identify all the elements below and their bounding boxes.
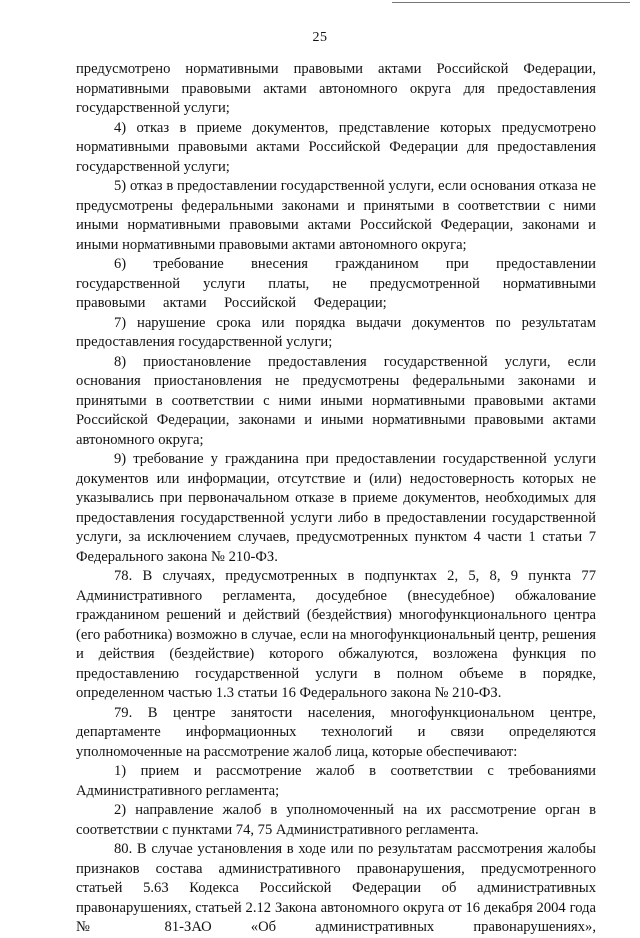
paragraph-item-4: 4) отказ в приеме документов, представление которых предусмотрено нормативными правовыми актами Российской Федерации для предоставления государственной услуги; (76, 119, 596, 175)
paragraph-item-9: 9) требование у гражданина при предоставлении государственной услуги документов или информации, отсутствие и (или) недостоверность которых не указывались при первоначальном отказе в приеме документов, необходимых для предоставления государственной услуги либо в предоставлении государственной услуги, за исключением случаев, предусмотренных пунктом 4 части 1 статьи 7 Федерального закона № 210-ФЗ. (76, 451, 596, 565)
paragraph-item-8: 8) приостановление предоставления государственной услуги, если основания приостановления не предусмотрены федеральными законами и принятыми в соответствии с ними иными нормативными правовыми актами Российской Федерации, законами и иными нормативными правовыми актами автономного округа; (76, 353, 596, 448)
top-rule (392, 2, 630, 3)
paragraph-clause-79: 79. В центре занятости населения, многофункциональном центре, департаменте информационных технологий и связи определяются уполномоченные на рассмотрение жалоб лица, которые обеспечивают: (76, 704, 596, 760)
paragraph-item-6: 6) требование внесения гражданином при предоставлении государственной услуги платы, не предусмотренной нормативными правовыми актами Российской Федерации; (76, 256, 596, 311)
paragraph-item-5: 5) отказ в предоставлении государственной услуги, если основания отказа не предусмотрены федеральными законами и принятыми в соответствии с ними иными нормативными правовыми актами Российской Федерации, законами и иными нормативными правовыми актами автономного округа; (76, 178, 596, 253)
paragraph-79-item-1: 1) прием и рассмотрение жалоб в соответствии с требованиями Административного регламента; (76, 763, 596, 799)
page-number: 25 (312, 30, 328, 45)
paragraph-clause-80: 80. В случае установления в ходе или по результатам рассмотрения жалобы признаков состава административного правонарушения, предусмотренного статьей 5.63 Кодекса Российской Федерации об административных правонарушениях, статьей 2.12 Закона автономного округа от 16 декабря 2004 года № 81-ЗАО «Об административных правонарушениях», (76, 841, 596, 935)
paragraph-item-7: 7) нарушение срока или порядка выдачи документов по результатам предоставления государственной услуги; (76, 314, 596, 350)
document-body (76, 60, 596, 938)
paragraph-clause-78: 78. В случаях, предусмотренных в подпунктах 2, 5, 8, 9 пункта 77 Административного регламента, досудебное (внесудебное) обжалование гражданином решений и действий (бездействия) многофункционального центра (его работника) возможно в случае, если на многофункциональный центр, решения и действия (бездействие) которого обжалуются, возложена функция по предоставлению государственной услуги в полном объеме в порядке, определенном частью 1.3 статьи 16 Федерального закона № 210-ФЗ. (76, 568, 596, 701)
paragraph-continuation: предусмотрено нормативными правовыми актами Российской Федерации, нормативными правовыми актами автономного округа для предоставления государственной услуги; (76, 61, 596, 116)
paragraph-79-item-2: 2) направление жалоб в уполномоченный на их рассмотрение орган в соответствии с пунктами 74, 75 Административного регламента. (76, 802, 596, 838)
